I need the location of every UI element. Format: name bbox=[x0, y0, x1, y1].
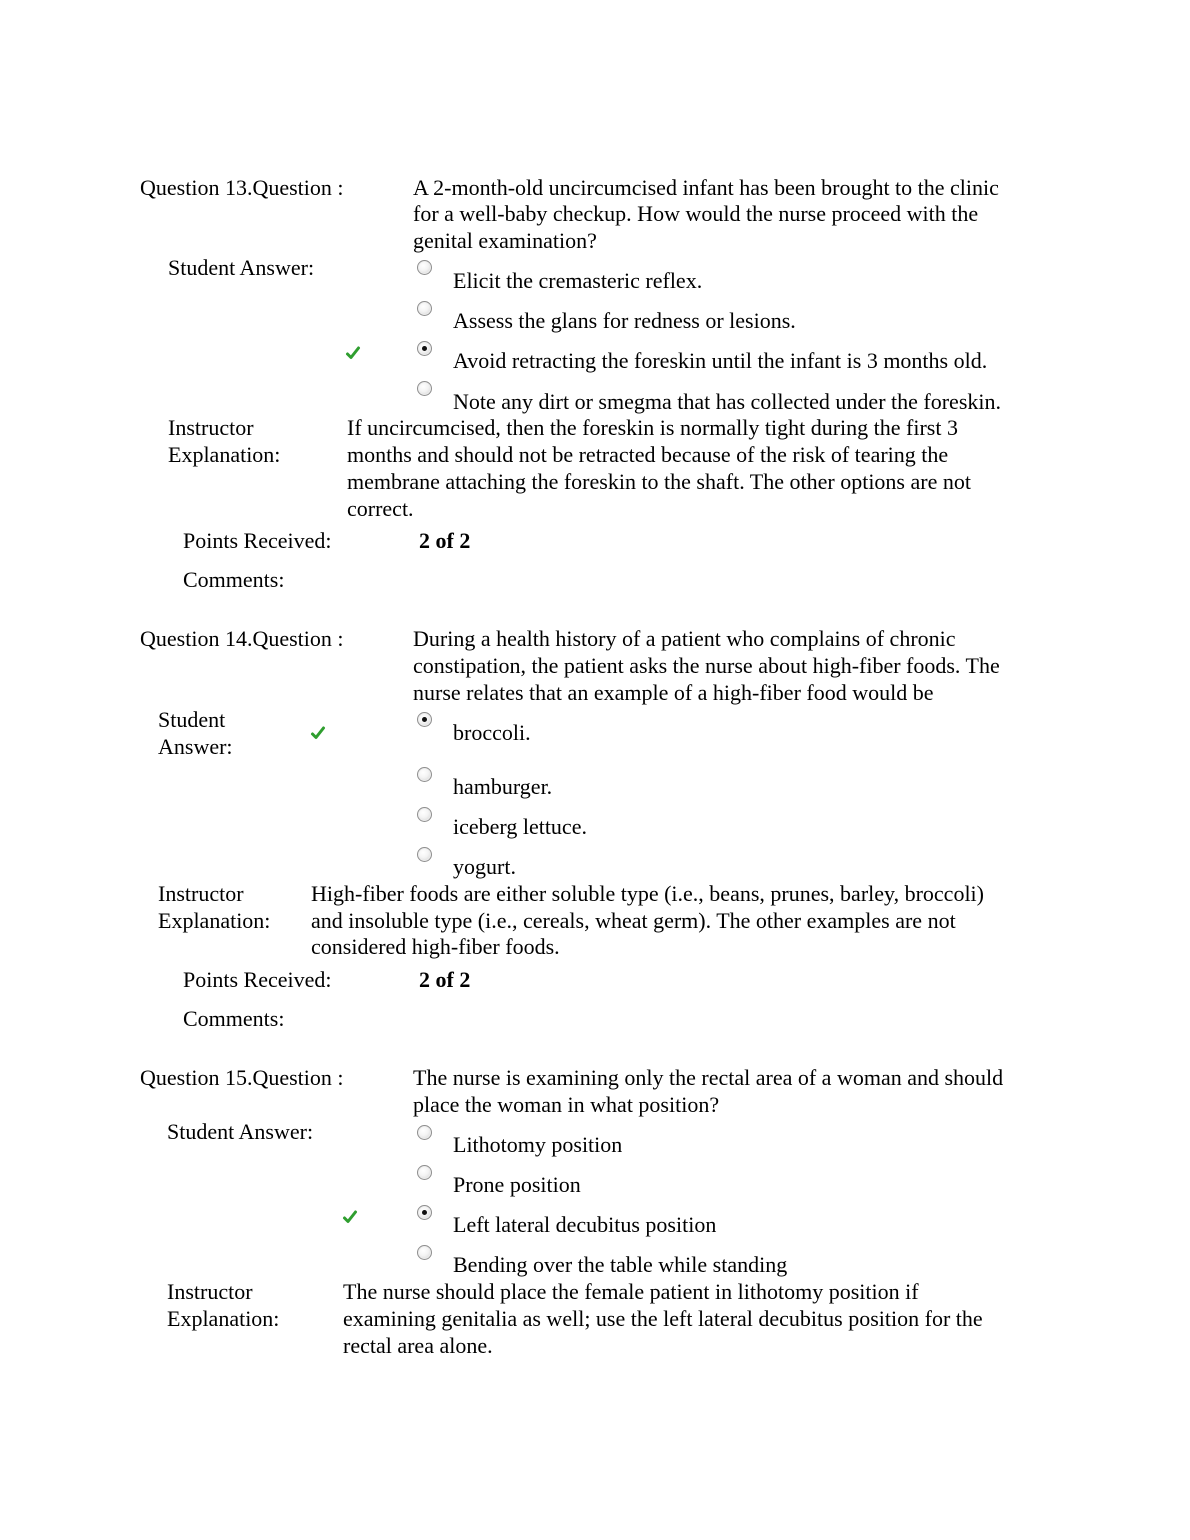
instructor-explanation-label: Instructor bbox=[167, 1279, 253, 1304]
answer-option-text: Lithotomy position bbox=[453, 1132, 623, 1157]
question-text-line: A 2-month-old uncircumcised infant has been brought to the clinic bbox=[413, 175, 999, 200]
answer-option-text: broccoli. bbox=[453, 720, 531, 745]
points-received-label: Points Received: bbox=[183, 967, 332, 992]
explanation-line: examining genitalia as well; use the left lateral decubitus position for the bbox=[343, 1306, 983, 1331]
question-text-line: nurse relates that an example of a high-fiber food would be bbox=[413, 680, 934, 705]
question-text-line: place the woman in what position? bbox=[413, 1092, 720, 1117]
explanation-line: If uncircumcised, then the foreskin is normally tight during the first 3 bbox=[347, 415, 958, 440]
radio-selected-icon bbox=[417, 712, 432, 727]
comments-label: Comments: bbox=[183, 1006, 285, 1031]
instructor-explanation-label: Explanation: bbox=[168, 442, 281, 467]
points-value: 2 of 2 bbox=[419, 528, 471, 553]
explanation-line: and insoluble type (i.e., cereals, wheat germ). The other examples are not bbox=[311, 908, 956, 933]
student-answer-label: Student Answer: bbox=[168, 255, 315, 280]
radio-unselected-icon bbox=[417, 807, 432, 822]
answer-option-text: Assess the glans for redness or lesions. bbox=[453, 308, 796, 333]
instructor-explanation-label: Instructor bbox=[158, 881, 244, 906]
student-answer-label: Answer: bbox=[158, 734, 233, 759]
student-answer-label: Student bbox=[158, 707, 226, 732]
comments-label: Comments: bbox=[183, 567, 285, 592]
check-mark-icon bbox=[310, 725, 326, 741]
question-label: Question 15.Question : bbox=[140, 1065, 344, 1090]
answer-option-text: yogurt. bbox=[453, 854, 516, 879]
explanation-line: membrane attaching the foreskin to the shaft. The other options are not bbox=[347, 469, 971, 494]
radio-unselected-icon bbox=[417, 260, 432, 275]
explanation-line: considered high-fiber foods. bbox=[311, 934, 560, 959]
answer-option-text: Bending over the table while standing bbox=[453, 1252, 788, 1277]
student-answer-label: Student Answer: bbox=[167, 1119, 314, 1144]
question-text-line: The nurse is examining only the rectal area of a woman and should bbox=[413, 1065, 1004, 1090]
question-text-line: for a well-baby checkup. How would the nurse proceed with the bbox=[413, 201, 979, 226]
explanation-line: months and should not be retracted because of the risk of tearing the bbox=[347, 442, 949, 467]
radio-unselected-icon bbox=[417, 1165, 432, 1180]
points-received-label: Points Received: bbox=[183, 528, 332, 553]
check-mark-icon bbox=[345, 345, 361, 361]
answer-option-text: hamburger. bbox=[453, 774, 553, 799]
instructor-explanation-label: Explanation: bbox=[167, 1306, 280, 1331]
radio-unselected-icon bbox=[417, 381, 432, 396]
answer-option-text: Avoid retracting the foreskin until the infant is 3 months old. bbox=[453, 348, 988, 373]
question-text-line: During a health history of a patient who complains of chronic bbox=[413, 626, 956, 651]
points-value: 2 of 2 bbox=[419, 967, 471, 992]
answer-option-text: Elicit the cremasteric reflex. bbox=[453, 268, 703, 293]
radio-unselected-icon bbox=[417, 1125, 432, 1140]
answer-option-text: Left lateral decubitus position bbox=[453, 1212, 717, 1237]
radio-unselected-icon bbox=[417, 767, 432, 782]
question-text-line: constipation, the patient asks the nurse about high-fiber foods. The bbox=[413, 653, 1000, 678]
answer-option-text: Prone position bbox=[453, 1172, 581, 1197]
explanation-line: correct. bbox=[347, 496, 414, 521]
explanation-line: The nurse should place the female patient in lithotomy position if bbox=[343, 1279, 919, 1304]
instructor-explanation-label: Explanation: bbox=[158, 908, 271, 933]
instructor-explanation-label: Instructor bbox=[168, 415, 254, 440]
radio-selected-icon bbox=[417, 341, 432, 356]
question-label: Question 13.Question : bbox=[140, 175, 344, 200]
radio-selected-icon bbox=[417, 1205, 432, 1220]
answer-option-text: iceberg lettuce. bbox=[453, 814, 587, 839]
explanation-line: rectal area alone. bbox=[343, 1333, 493, 1358]
explanation-line: High-fiber foods are either soluble type (i.e., beans, prunes, barley, broccoli) bbox=[311, 881, 984, 906]
radio-unselected-icon bbox=[417, 847, 432, 862]
question-text-line: genital examination? bbox=[413, 228, 597, 253]
check-mark-icon bbox=[342, 1209, 358, 1225]
answer-option-text: Note any dirt or smegma that has collected under the foreskin. bbox=[453, 389, 1001, 414]
question-label: Question 14.Question : bbox=[140, 626, 344, 651]
radio-unselected-icon bbox=[417, 301, 432, 316]
radio-unselected-icon bbox=[417, 1245, 432, 1260]
